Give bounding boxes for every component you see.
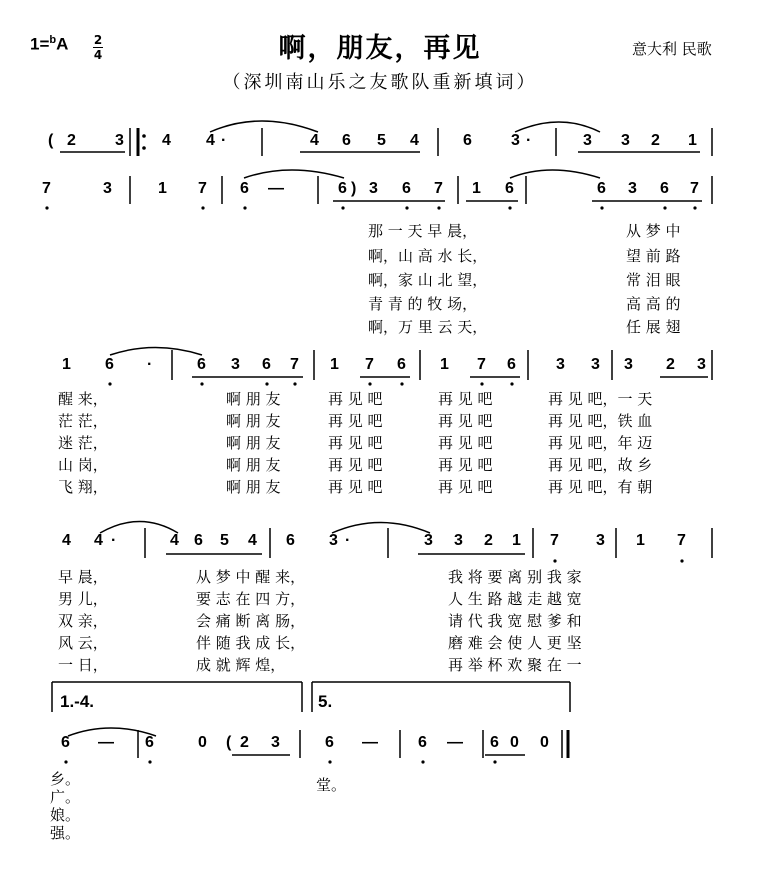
lyric-line: 男 儿， [58,590,108,608]
note-s2: 7 [434,180,443,197]
note-s1: 4 [162,132,171,149]
lyric-line: 望 前 路 [626,247,681,265]
lyric-line: 我 将 要 离 别 我 家 [448,568,582,586]
lyric-line: 风 云， [58,634,108,652]
note-s2: 3 [103,180,112,197]
note-s5: 6 [61,734,70,751]
song-subtitle: （深圳南山乐之友歌队重新填词） [222,72,538,93]
note-s3: 1 [440,356,449,373]
lyric-line: 再 见 吧 [438,478,493,496]
note-s1: ( [48,132,54,149]
lyric-line: 青 青 的 牧 场， [368,295,478,313]
note-s4: · [345,532,351,549]
note-s1: 4 [410,132,419,149]
first-ending-label: 1.-4. [60,692,95,711]
note-s5: 6 [490,734,499,751]
note-s4: 4 [62,532,71,549]
lyric-line: 再 见 吧 [328,456,383,474]
lyric-line: 茫 茫， [58,412,108,430]
lyric-line: 再 见 吧 [328,434,383,452]
lyric-line: 乡。 [50,770,81,788]
note-s3: 6 [105,356,114,373]
note-s5: — [362,734,378,751]
note-s3: 1 [62,356,71,373]
note-s1: 2 [651,132,660,149]
lyric-line: 请 代 我 宽 慰 爹 和 [448,612,582,630]
lyric-line: 高 高 的 [626,295,681,313]
note-s4: 3 [329,532,338,549]
lyric-line: 再 见 吧 [328,478,383,496]
lyric-line: 强。 [50,824,81,842]
lyric-line: 啊，家 山 北 望， [368,271,488,289]
lyric-line: 啊，山 高 水 长， [368,247,488,265]
note-s5: 2 [240,734,249,751]
lyric-line: 啊 朋 友 [226,434,281,452]
lyric-line: 再 见 吧，铁 血 [548,412,653,430]
note-s3: 3 [624,356,633,373]
lyric-line: 再 见 吧 [328,390,383,408]
note-s5: 6 [145,734,154,751]
note-s1: 6 [463,132,472,149]
lyric-line: 人 生 路 越 走 越 宽 [448,590,582,608]
note-s3: 3 [697,356,706,373]
lyric-line: 一 日， [58,656,108,674]
note-s5: 3 [271,734,280,751]
meter-bottom: 4 [93,48,103,62]
note-s3: 6 [262,356,271,373]
note-s4: 1 [636,532,645,549]
note-s5: 6 [325,734,334,751]
note-s1: 5 [377,132,386,149]
lyric-line: 要 志 在 四 方， [196,590,306,608]
lyric-line: 啊，万 里 云 天， [368,318,488,336]
note-s5: — [98,734,114,751]
note-s2: 3 [369,180,378,197]
note-s5: 6 [418,734,427,751]
note-s2: 7 [690,180,699,197]
lyric-line: 再 见 吧，故 乡 [548,456,653,474]
lyric-line: 飞 翔， [58,478,108,496]
note-s3: 7 [365,356,374,373]
lyric-line: 啊 朋 友 [226,390,281,408]
note-s1: 3 [621,132,630,149]
lyric-line: 再 见 吧 [438,412,493,430]
note-s4: 7 [677,532,686,549]
note-s4: 7 [550,532,559,549]
note-s4: 3 [454,532,463,549]
note-s2: 6 [505,180,514,197]
note-s3: 7 [477,356,486,373]
lyric-line: 再 见 吧，年 迈 [548,434,653,452]
meter-top: 2 [93,33,103,47]
lyric-line: 迷 茫， [58,434,108,452]
note-s2: 7 [198,180,207,197]
note-s2: 6 [402,180,411,197]
lyric-line: 早 晨， [58,568,108,586]
composer-credit: 意大利 民歌 [632,40,712,58]
note-s3: 3 [591,356,600,373]
note-s1: 2 [67,132,76,149]
note-s3: 3 [556,356,565,373]
note-s5: 0 [198,734,207,751]
lyric-line: 磨 难 会 使 人 更 坚 [448,634,582,652]
lyric-line: 双 亲， [58,612,108,630]
lyric-line: 再 见 吧 [438,456,493,474]
note-s4: 4 [94,532,103,549]
note-s3: 6 [397,356,406,373]
song-title: 啊，朋友，再见 [278,33,482,64]
note-s2: ) [351,180,357,197]
lyric-line: 啊 朋 友 [226,412,281,430]
second-ending-label: 5. [318,692,333,711]
lyric-line: 再 见 吧，一 天 [548,390,653,408]
note-s4: 6 [286,532,295,549]
note-s3: 3 [231,356,240,373]
lyric-line: 从 梦 中 醒 来， [196,568,306,586]
note-s2: 1 [158,180,167,197]
note-s2: 6 [660,180,669,197]
lyric-line: 成 就 辉 煌， [196,656,286,674]
note-s1: 4 [206,132,215,149]
note-s5: 0 [510,734,519,751]
note-s3: · [147,356,153,373]
note-s4: 1 [512,532,521,549]
note-s2: 6 [597,180,606,197]
lyric-line: 再 见 吧，有 朝 [548,478,653,496]
note-s2: 6 [240,180,249,197]
lyric-line: 会 痛 断 离 肠， [196,612,306,630]
note-s4: 6 [194,532,203,549]
note-s1: 3 [511,132,520,149]
lyric-line: 再 举 杯 欢 聚 在 一 [448,656,582,674]
note-s1: 3 [583,132,592,149]
note-s1: · [221,132,227,149]
note-s1: 6 [342,132,351,149]
lyric-line: 堂。 [316,776,347,794]
note-s2: 3 [628,180,637,197]
note-s2: 1 [472,180,481,197]
note-s3: 6 [197,356,206,373]
lyric-line: 再 见 吧 [328,412,383,430]
note-s4: 2 [484,532,493,549]
lyric-line: 再 见 吧 [438,434,493,452]
lyric-line: 山 岗， [58,456,108,474]
note-s2: — [268,180,284,197]
lyric-line: 醒 来， [58,390,108,408]
lyric-line: 啊 朋 友 [226,456,281,474]
lyric-line: 常 泪 眼 [626,271,681,289]
note-s1: · [526,132,532,149]
note-s4: 3 [424,532,433,549]
note-s2: 6 [338,180,347,197]
note-s5: — [447,734,463,751]
lyric-line: 娘。 [50,806,81,824]
lyric-line: 啊 朋 友 [226,478,281,496]
lyric-line: 任 展 翅 [626,318,681,336]
note-s4: 4 [248,532,257,549]
note-s3: 1 [330,356,339,373]
note-s3: 2 [666,356,675,373]
lyric-line: 再 见 吧 [438,390,493,408]
note-s2: 7 [42,180,51,197]
note-s1: 4 [310,132,319,149]
lyric-line: 从 梦 中 [626,222,681,240]
note-s5: 0 [540,734,549,751]
lyric-line: 那 一 天 早 晨， [368,222,478,240]
note-s5: ( [226,734,232,751]
key-signature: 1=$^b$A [30,34,69,54]
note-s4: · [111,532,117,549]
note-s3: 6 [507,356,516,373]
note-s1: 3 [115,132,124,149]
note-s4: 4 [170,532,179,549]
lyric-line: 广。 [50,788,81,806]
note-s3: 7 [290,356,299,373]
note-s4: 5 [220,532,229,549]
note-s4: 3 [596,532,605,549]
lyric-line: 伴 随 我 成 长， [196,634,306,652]
note-s1: 1 [688,132,697,149]
